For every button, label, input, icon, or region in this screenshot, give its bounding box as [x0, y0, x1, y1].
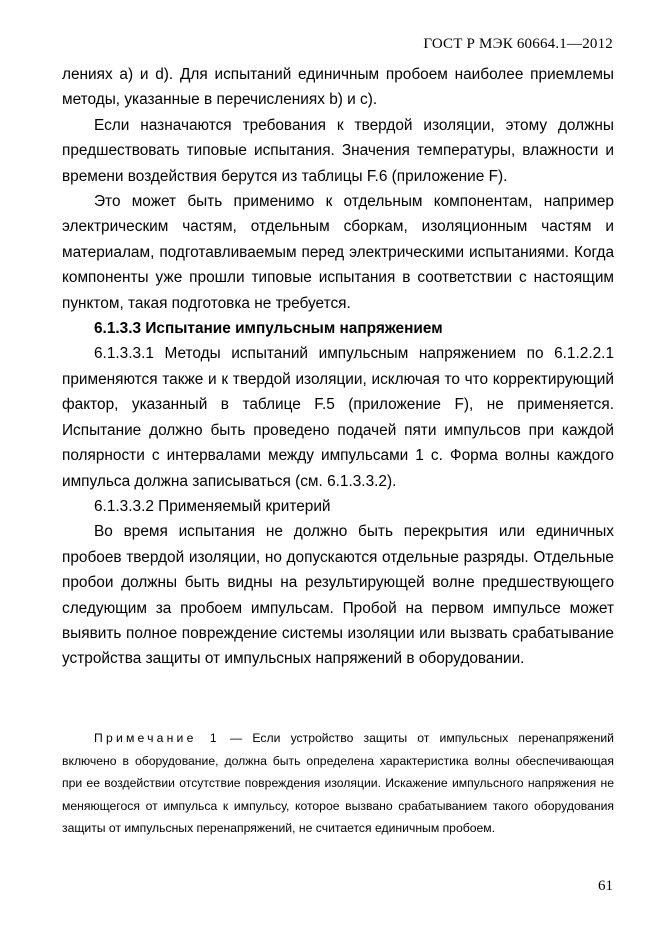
- section-heading: 6.1.3.3 Испытание импульсным напряжением: [94, 320, 443, 338]
- note-block: [62, 727, 614, 840]
- paragraph-criterion-text: Во время испытания не должно быть перекрытия или единичных пробоев твердой изоляции, но допускаются отдельные разряды. Отдельные пробои должны быть видны на результирующей волне предшествующего следующим за пробоем импульсам. Пробой на первом импульсе может выявить полное повреждение системы изоляции или вызвать срабатывание устройства защиты от импульсных напряжений в оборудовании.: [62, 523, 614, 668]
- standard-header: ГОСТ Р МЭК 60664.1—2012: [423, 36, 613, 52]
- note-text: — Если устройство защиты от импульсных перенапряжений включено в оборудование, должна быть определена характеристика волны обеспечивающая при ее воздействии отсутствие повреждения изоляции. Искажение импульсного напряжения не меняющегося от импульса к импульсу, которое вызвано срабатыванием такого оборудования защиты от импульсных перенапряжений, не считается единичным пробоем.: [62, 731, 614, 836]
- note-prefix: Примечание 1: [94, 731, 220, 745]
- paragraph-continuation: лениях а) и d). Для испытаний единичным пробоем наиболее приемлемы методы, указанные в перечислениях b) и c).: [62, 66, 614, 109]
- paragraph-components: Это может быть применимо к отдельным компонентам, например электрическим частям, отдельным сборкам, изоляционным частям и материалам, подготавливаемым перед электрическими испытаниями. Когда компоненты уже прошли типовые испытания в соответствии с настоящим пунктом, такая подготовка не требуется.: [62, 193, 614, 312]
- paragraph-solid-insulation-requirements: Если назначаются требования к твердой изоляции, этому должны предшествовать типовые испытания. Значения температуры, влажности и времени воздействия берутся из таблицы F.6 (приложение F).: [62, 116, 614, 185]
- page-number: 61: [598, 878, 613, 894]
- paragraph-test-methods: 6.1.3.3.1 Методы испытаний импульсным напряжением по 6.1.2.2.1 применяются также и к твердой изоляции, исключая то что корректирующий фактор, указанный в таблице F.5 (приложение F), не применяется. Испытание должно быть проведено подачей пяти импульсов при каждой полярности с интервалами между импульсами 1 с. Форма волны каждого импульса должна записываться (см. 6.1.3.3.2).: [62, 345, 614, 490]
- body-text: [62, 62, 614, 672]
- paragraph-criterion-title: 6.1.3.3.2 Применяемый критерий: [94, 497, 331, 515]
